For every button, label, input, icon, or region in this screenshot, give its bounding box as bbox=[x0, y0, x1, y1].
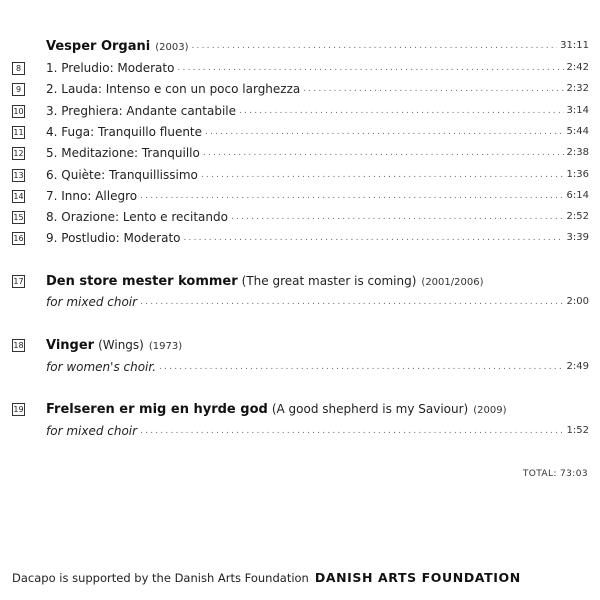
track-duration: 3:39 bbox=[566, 232, 589, 243]
track-duration: 2:42 bbox=[566, 62, 589, 73]
track-number-box: 15 bbox=[13, 213, 24, 222]
work-subtitle: for mixed choir bbox=[46, 424, 138, 438]
track-title: 4. Fuga: Tranquillo fluente bbox=[46, 125, 203, 139]
track-number-box: 8 bbox=[12, 62, 25, 75]
track-duration: 2:52 bbox=[566, 211, 589, 222]
work-heading-den-store-mester-kommer bbox=[46, 271, 589, 291]
track-row bbox=[46, 207, 589, 227]
track-title: 5. Meditazione: Tranquillo bbox=[46, 146, 200, 160]
work-title: Vinger bbox=[46, 337, 95, 353]
track-duration: 2:32 bbox=[566, 83, 589, 94]
track-row bbox=[46, 186, 589, 206]
work-year: (2009) bbox=[473, 404, 507, 416]
work-subtitle: for women's choir. bbox=[46, 360, 157, 374]
dot-leader bbox=[191, 42, 557, 51]
track-number-box: 17 bbox=[13, 277, 24, 286]
track-title: 2. Lauda: Intenso e con un poco larghezza bbox=[46, 82, 301, 96]
track-title: 6. Quiète: Tranquillissimo bbox=[46, 168, 198, 182]
work-title: Frelseren er mig en hyrde god bbox=[46, 401, 268, 417]
track-row bbox=[46, 165, 589, 185]
work-translation: (Wings) bbox=[98, 337, 144, 352]
work-title: Den store mester kommer bbox=[46, 273, 238, 289]
track-number-box: 18 bbox=[13, 341, 24, 350]
track-title: 3. Preghiera: Andante cantabile bbox=[46, 104, 237, 118]
track-row bbox=[46, 228, 589, 248]
track-row bbox=[46, 79, 589, 99]
track-row bbox=[46, 58, 589, 78]
track-row bbox=[46, 101, 589, 121]
work-subtitle: for mixed choir bbox=[46, 295, 138, 309]
track-title: 8. Orazione: Lento e recitando bbox=[46, 210, 228, 224]
track-number-box: 14 bbox=[13, 192, 24, 201]
work-year: (2001/2006) bbox=[421, 276, 484, 288]
dot-leader bbox=[203, 149, 564, 158]
dot-leader bbox=[159, 363, 563, 372]
dot-leader bbox=[184, 234, 564, 243]
dot-leader bbox=[239, 107, 564, 116]
dot-leader bbox=[140, 298, 563, 307]
track-duration: 2:00 bbox=[566, 296, 589, 307]
work-translation: (A good shepherd is my Saviour) bbox=[271, 401, 469, 416]
dot-leader bbox=[201, 171, 564, 180]
track-row bbox=[46, 292, 589, 312]
dot-leader bbox=[303, 85, 563, 94]
track-row bbox=[46, 357, 589, 377]
support-text: Dacapo is supported by the Danish Arts Foundation bbox=[12, 570, 309, 585]
work-heading-frelseren-er-mig-en-hyrde-god bbox=[46, 399, 589, 419]
dot-leader bbox=[205, 128, 564, 137]
work-year: (1973) bbox=[148, 340, 183, 352]
track-number-box: 13 bbox=[13, 171, 24, 180]
track-duration: 1:36 bbox=[566, 169, 589, 180]
track-title: 1. Preludio: Moderato bbox=[46, 61, 175, 75]
track-duration: 3:14 bbox=[566, 105, 589, 116]
footer bbox=[12, 570, 521, 585]
track-number-box: 11 bbox=[13, 128, 24, 137]
track-duration: 2:38 bbox=[566, 147, 589, 158]
danish-arts-foundation-logo: DANISH ARTS FOUNDATION bbox=[314, 570, 521, 585]
track-row bbox=[46, 122, 589, 142]
work-heading-vesper-organi bbox=[46, 36, 589, 56]
work-title: Vesper Organi bbox=[46, 38, 151, 54]
dot-leader bbox=[231, 213, 564, 222]
work-heading-vinger bbox=[46, 335, 589, 355]
track-number-box: 9 bbox=[12, 83, 25, 96]
track-duration: 5:44 bbox=[566, 126, 589, 137]
track-number-box: 19 bbox=[13, 405, 24, 414]
track-number-box: 16 bbox=[13, 234, 24, 243]
track-duration: 2:49 bbox=[566, 361, 589, 372]
track-duration: 1:52 bbox=[566, 425, 589, 436]
track-title: 9. Postludio: Moderato bbox=[46, 231, 181, 245]
work-duration: 31:11 bbox=[560, 40, 589, 51]
track-title: 7. Inno: Allegro bbox=[46, 189, 138, 203]
work-year: (2003) bbox=[155, 41, 189, 53]
dot-leader bbox=[177, 64, 563, 73]
work-translation: (The great master is coming) bbox=[241, 273, 417, 288]
track-row bbox=[46, 421, 589, 441]
total-duration: TOTAL: 73:03 bbox=[522, 469, 588, 479]
dot-leader bbox=[140, 192, 563, 201]
track-number-box: 10 bbox=[13, 107, 24, 116]
dot-leader bbox=[140, 427, 563, 436]
track-duration: 6:14 bbox=[566, 190, 589, 201]
track-row bbox=[46, 143, 589, 163]
track-number-box: 12 bbox=[13, 149, 24, 158]
